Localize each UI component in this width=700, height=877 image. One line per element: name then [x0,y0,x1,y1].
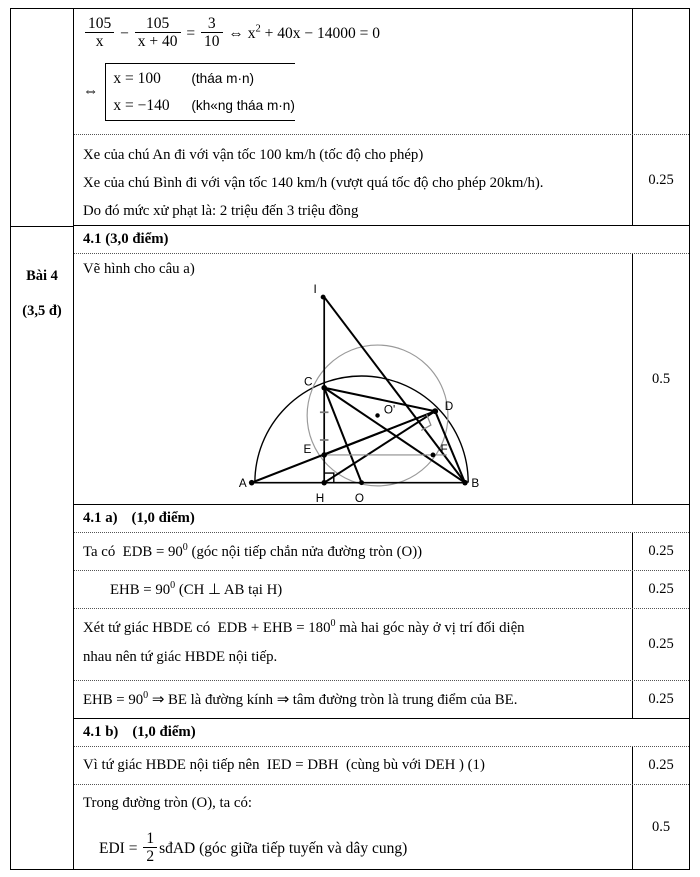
table-row [74,226,689,254]
hbde-degree: 0 [330,618,336,630]
point-dot-O [359,480,364,485]
point-label-C: C [303,375,313,389]
be-diameter-cell [74,681,632,718]
semicircle-O [255,376,468,483]
ehb-expression: EHB = 90 [110,581,171,598]
speed-conclusion-cell [74,135,632,225]
hbde-expression: EDB + EHB = 180 [217,620,331,636]
exercise-points: (3,5 đ) [22,302,62,319]
content-column [73,9,689,869]
table-row [74,533,689,571]
point-dot-F [431,452,436,457]
be-expression: EHB = 90 [83,691,144,708]
ied-expression: IED = DBH [266,757,339,773]
edi-expression: EDI = [99,839,138,857]
quadratic-exponent: 2 [255,23,261,35]
edb-statement-cell [74,533,632,570]
edb-degree: 0 [182,542,188,553]
ehb-statement-cell [74,571,632,608]
figure-caption: Vẽ hình cho câu a) [83,261,195,277]
section-header-4-1: 4.1 (3,0 điểm) [83,231,169,247]
ied-suffix: (cùng bù với DEH ) (1) [345,757,485,773]
speed-line-fine: Do đó mức xử phạt là: 2 triệu đến 3 triệu đồng [83,203,359,220]
table-row [74,719,689,747]
quadratic-x: x [247,24,256,42]
point-label-A: A [238,476,247,490]
section-header-4-1-b [74,719,689,746]
table-row [74,571,689,609]
point-dot-D [432,408,438,414]
ied-dbh-cell [74,747,632,784]
iff-operator-2: ⇔ [83,82,99,100]
section-header-4-1-b-main: 4.1 b) [83,724,119,740]
score-cell: 0.25 [632,681,689,718]
table-row [74,9,689,135]
table-row [74,609,689,681]
hbde-cyclic-cell [74,609,632,680]
table-row [74,747,689,785]
equation-line-2 [83,63,624,121]
table-row [74,785,689,869]
fraction-105-over-x-plus-40: $\frac{105}{x + 40}$ [135,15,181,51]
point-label-F: F [440,442,448,456]
point-dot-C [321,385,327,391]
fraction-one-half: $\frac{1}{2}$ [143,830,157,866]
geometry-figure [83,280,624,530]
exercise-label [11,227,73,318]
score-cell [632,9,689,134]
point-dot-I [321,294,326,299]
section-header-4-1-a-main: 4.1 a) [83,510,118,526]
label-spacer [11,9,73,227]
score-cell: 0.25 [632,747,689,784]
be-suffix: ⇒ BE là đường kính ⇒ tâm đường tròn là trung điểm của BE. [148,691,518,708]
geometry-svg [83,280,623,520]
point-label-E: E [303,442,312,456]
score-cell: 0.25 [632,571,689,608]
point-label-B: B [471,476,480,490]
score-cell: 0.25 [632,533,689,570]
edi-line-1: Trong đường tròn (O), ta có: [83,795,253,811]
figure-cell [74,254,632,504]
point-label-O: O [354,491,364,505]
case-line-1: x = 100 (tháa m·n) [113,69,255,87]
edb-suffix: (góc nội tiếp chắn nửa đường tròn (O)) [187,543,423,560]
section-header-4-1-b-points: (1,0 điểm) [132,724,196,740]
case-bracket [105,63,295,121]
edb-expression: EDB = 90 [122,543,183,560]
ied-prefix: Vì tứ giác HBDE nội tiếp nên [83,757,260,773]
fraction-105-over-x: $\frac{105}{x}$ [85,15,114,51]
segment-DE [324,411,435,455]
score-cell: 0.5 [632,254,689,504]
quadratic-solution-cell [74,9,632,134]
equation-line-1 [83,15,624,51]
quadratic-rest: + 40x − 14000 = 0 [260,24,380,42]
fraction-3-over-10: $\frac{3}{10}$ [201,15,223,51]
exercise-label-column [11,9,73,869]
score-cell: 0.25 [632,609,689,680]
answer-key-table [10,8,690,870]
edi-tail: sđAD (góc giữa tiếp tuyến và dây cung) [159,839,408,857]
table-row [74,681,689,719]
table-row [74,135,689,226]
score-cell: 0.5 [632,785,689,869]
point-dot-H [321,480,327,486]
edi-line-2 [83,830,624,866]
case-line-2: x = −140 (kh«ng tháa m·n) [113,96,295,114]
point-label-I: I [313,282,317,296]
table-row [74,254,689,505]
exercise-name: Bài 4 [26,268,58,284]
point-dot-A [249,480,255,486]
be-degree: 0 [143,690,149,701]
speed-line-binh: Xe của chú Bình đi với vận tốc 140 km/h (vượt quá tốc độ cho phép 20km/h). [83,175,544,192]
point-label-H: H [315,491,325,505]
hbde-suffix: mà hai góc này ở vị trí đối diện [335,620,525,636]
point-dot-O-prime [375,413,379,417]
point-dot-B [462,480,468,486]
speed-line-an: Xe của chú An đi với vận tốc 100 km/h (tốc độ cho phép) [83,147,424,163]
segment-CO [324,387,361,482]
ehb-degree: 0 [170,580,176,591]
point-label-O-prime: O' [383,403,396,417]
hbde-line-1 [83,614,624,643]
hbde-line-2: nhau nên tứ giác HBDE nội tiếp. [83,648,278,665]
minus-operator: − [120,24,129,42]
ehb-suffix: (CH ⊥ AB tại H) [175,581,283,598]
edb-prefix: Ta có [83,543,116,560]
equals-operator: = [186,24,196,42]
iff-operator: ⇔ [228,24,244,42]
point-dot-E [321,452,327,458]
point-label-D: D [444,399,454,413]
score-cell: 0.25 [632,135,689,225]
hbde-prefix: Xét tứ giác HBDE có [83,620,211,636]
section-header-4-1-a-points: (1,0 điểm) [131,510,195,526]
edi-cell [74,785,632,869]
